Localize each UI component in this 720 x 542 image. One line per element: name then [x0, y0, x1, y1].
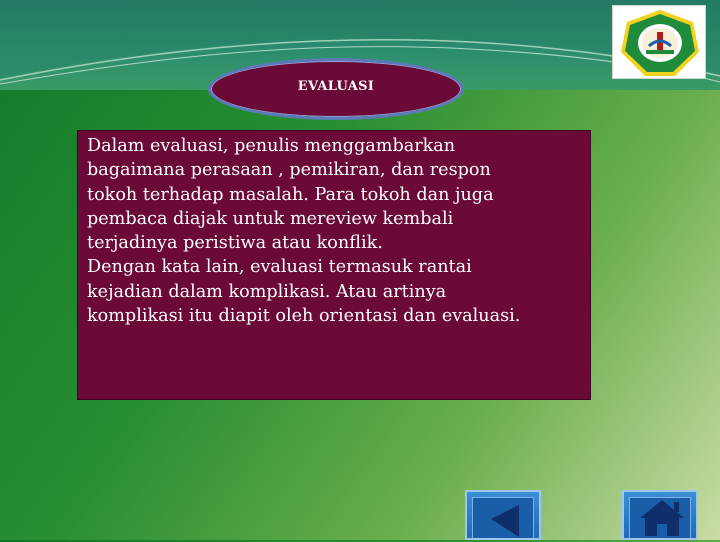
back-button[interactable] — [465, 490, 541, 540]
home-icon — [624, 492, 700, 542]
content-line: Dalam evaluasi, penulis menggambarkan — [87, 136, 456, 156]
content-line: Dengan kata lain, evaluasi termasuk rantai — [87, 257, 472, 278]
content-line: bagaimana perasaan , pemikiran, dan respon — [87, 160, 491, 181]
content-line: kejadian dalam komplikasi. Atau artinya — [87, 281, 447, 302]
content-line: pembaca diajak untuk mereview kembali — [87, 208, 454, 229]
institution-logo — [612, 5, 706, 79]
slide-title: EVALUASI — [297, 79, 375, 94]
content-line: komplikasi itu diapit oleh orientasi dan evaluasi. — [87, 306, 521, 327]
content-line: tokoh terhadap masalah. Para tokoh dan juga — [87, 184, 494, 205]
institution-logo-icon — [613, 6, 707, 80]
triangle-left-icon — [467, 492, 543, 542]
content-line: terjadinya peristiwa atau konflik. — [87, 233, 383, 254]
home-button[interactable] — [622, 490, 698, 540]
content-text — [87, 134, 587, 328]
